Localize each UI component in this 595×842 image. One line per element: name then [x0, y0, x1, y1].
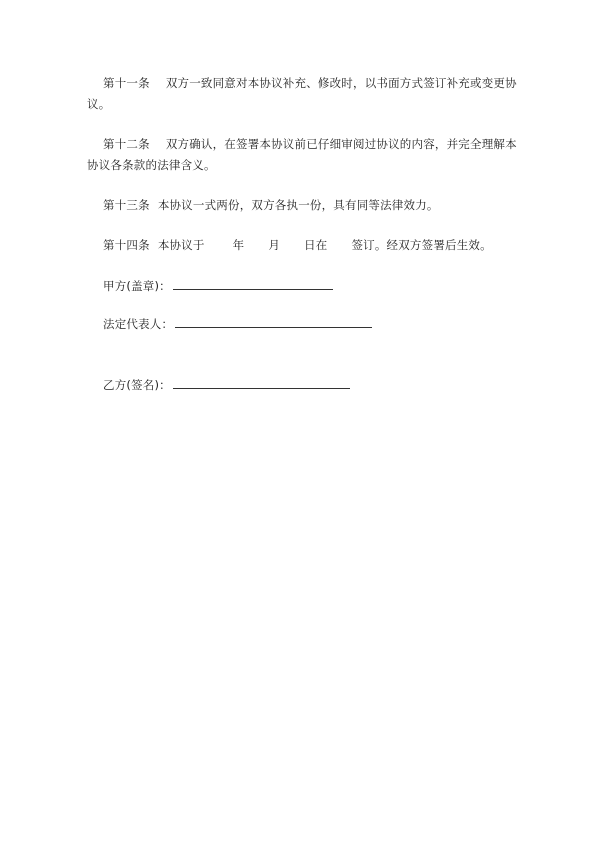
party-b-signature-line[interactable]: [173, 376, 350, 389]
article-14-suffix: 签订。经双方签署后生效。: [351, 238, 492, 252]
article-number: 第十三条: [103, 198, 150, 212]
article-number: 第十一条: [103, 76, 150, 90]
article-text-continued: 协议各条款的法律含义。: [87, 158, 216, 172]
article-12: [87, 134, 528, 176]
party-a-label: 甲方(盖章)：: [103, 279, 171, 293]
party-b-signature: [103, 376, 350, 394]
article-13: [103, 195, 528, 216]
article-14-year: 年: [232, 238, 245, 252]
party-a-signature-line[interactable]: [173, 277, 333, 290]
article-text: 本协议一式两份，双方各执一份，具有同等法律效力。: [157, 198, 439, 212]
party-a-signature: [103, 277, 333, 295]
article-text-continued: 议。: [87, 97, 111, 111]
article-number: 第十四条: [103, 238, 150, 252]
article-11: [87, 73, 528, 115]
article-number: 第十二条: [103, 137, 150, 151]
article-text: 双方确认，在签署本协议前已仔细审阅过协议的内容，并完全理解本: [165, 137, 517, 151]
article-14-day-at: 日在: [304, 238, 328, 252]
party-b-label: 乙方(签名)：: [103, 378, 171, 392]
article-14: [103, 235, 528, 256]
legal-rep-signature-line[interactable]: [175, 315, 372, 328]
article-14-prefix: 本协议于: [157, 238, 205, 252]
legal-rep-signature: [103, 315, 372, 333]
legal-rep-label: 法定代表人：: [103, 317, 174, 331]
article-14-month: 月: [268, 238, 281, 252]
article-text: 双方一致同意对本协议补充、修改时，以书面方式签订补充或变更协: [165, 76, 517, 90]
